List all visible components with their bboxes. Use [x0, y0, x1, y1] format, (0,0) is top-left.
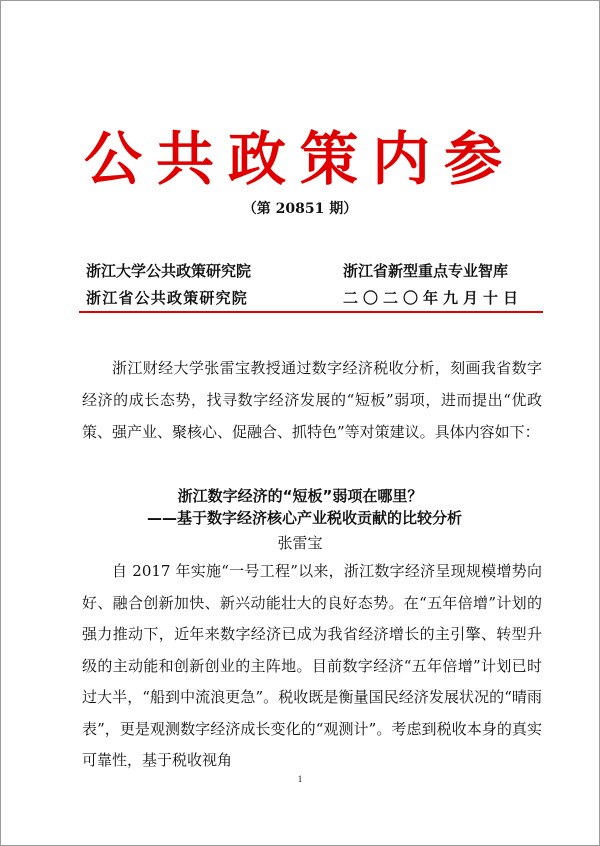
issue-number: （第 20851 期）	[242, 201, 358, 217]
document-title: 公共政策内参	[83, 125, 516, 193]
institution-line-1: 浙江大学公共政策研究院	[86, 262, 252, 280]
article-title: 浙江数字经济的“短板”弱项在哪里？	[177, 487, 423, 505]
page-number: 1	[297, 774, 303, 784]
header-divider	[79, 311, 543, 313]
think-tank-label: 浙江省新型重点专业智库	[343, 262, 509, 280]
author-name: 张雷宝	[277, 534, 323, 552]
body-paragraph: 自 2017 年实施“一号工程”以来，浙江数字经济呈现规模增势向好、融合创新加快、新兴动能壮大的良好态势。在“五年倍增”计划的强力推动下，近年来数字经济已成为我省经济增长的主引擎、转型升级的主动能和创新创业的主阵地。目前数字经济“五年倍增”计划已时过大半，“船到中流浪更急”。税收既是衡量国民经济发展状况的“晴雨表”，更是观测数字经济成长变化的“观测计”。考虑到税收本身的真实可靠性，基于税收视角	[82, 562, 542, 769]
article-subtitle: ——基于数字经济核心产业税收贡献的比较分析	[147, 509, 463, 527]
header-institutions	[86, 258, 251, 312]
institution-line-2: 浙江省公共政策研究院	[86, 289, 249, 307]
intro-paragraph: 浙江财经大学张雷宝教授通过数字经济税收分析，刻画我省数字经济的成长态势，找寻数字经济发展的“短板”弱项，进而提出“优政策、强产业、聚核心、促融合、抓特色”等对策建议。具体内容如下：	[82, 359, 542, 441]
publication-date: 二〇二〇年九月十日	[343, 289, 524, 307]
header-meta	[343, 258, 523, 312]
